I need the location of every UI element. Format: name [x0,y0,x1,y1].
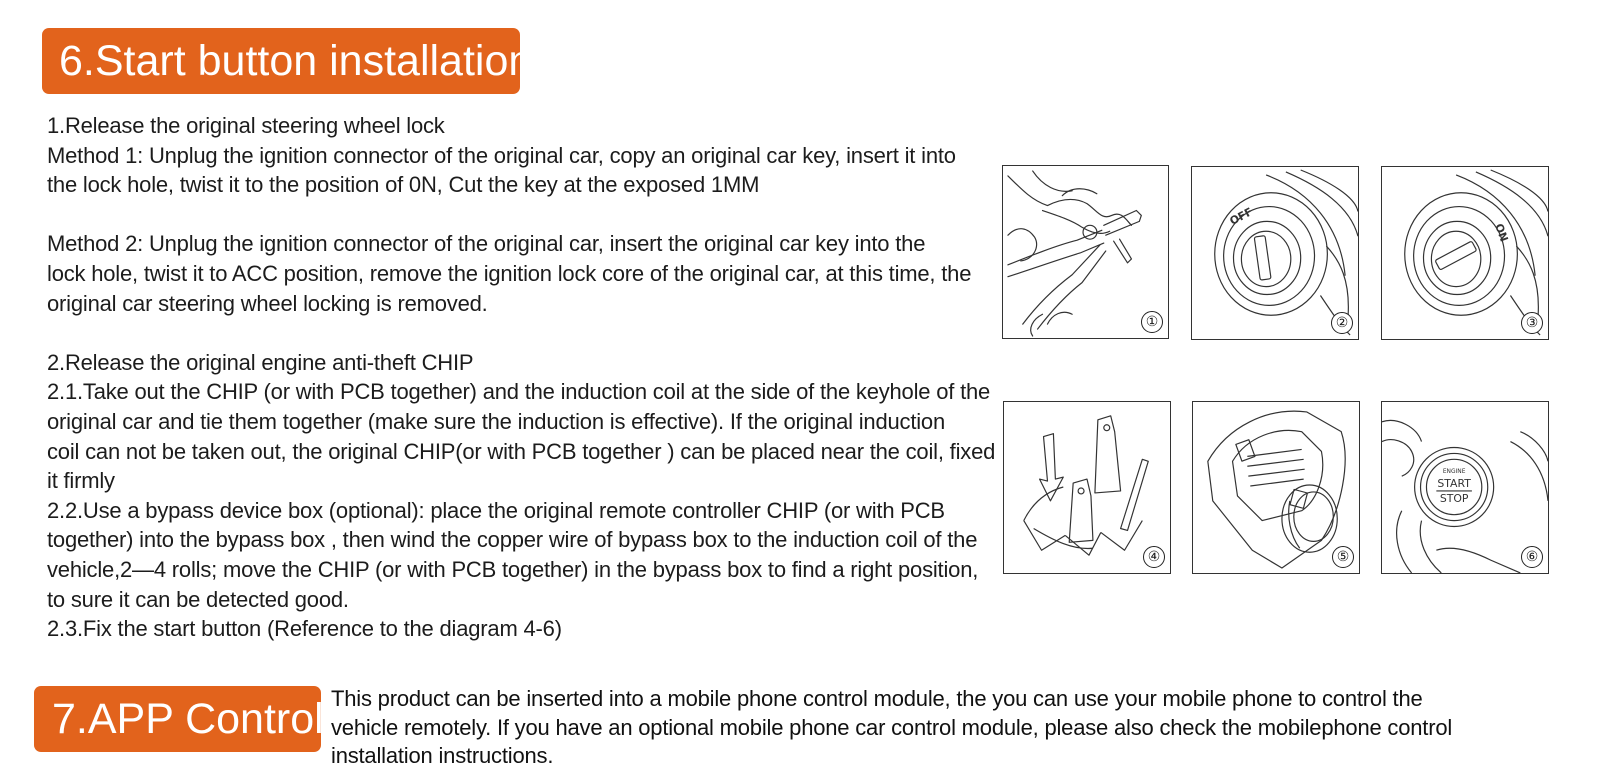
text-line: the lock hole, twist it to the position of 0N, Cut the key at the exposed 1MM [47,172,760,198]
text-line: 2.1.Take out the CHIP (or with PCB together) and the induction coil at the side of the keyhole of the [47,379,991,405]
engine-label: ENGINE [1442,469,1466,476]
diagram-panel-1 [1002,165,1169,339]
paragraph-gap [47,318,1037,348]
stop-label: STOP [1439,491,1469,505]
section-7-title-banner [34,686,324,752]
diagram-panel-5 [1192,401,1360,574]
text-line: 2.2.Use a bypass device box (optional): place the original remote controller CHIP (or with PCB [47,497,945,523]
text-line: Method 1: Unplug the ignition connector of the original car, copy an original car key, insert it into [47,142,956,168]
ignition-off-illustration [1192,167,1358,339]
section-6-instructions [47,111,1037,644]
text-line: 1.Release the original steering wheel lock [47,113,445,138]
paragraph-gap [47,200,1037,230]
text-line: coil can not be taken out, the original CHIP(or with PCB together ) can be placed near the coil, fixed [47,438,996,464]
section-6-title: 6.Start button installation [59,36,533,85]
start-label: START [1437,477,1471,491]
text-line: 2.3.Fix the start button (Reference to the diagram 4-6) [47,616,562,642]
diagram-panel-3 [1381,166,1549,340]
diagram-panel-6 [1381,401,1549,574]
step-number-badge: ② [1331,312,1353,334]
section-7-description [331,685,1591,771]
text-line: 2.Release the original engine anti-theft CHIP [47,349,474,375]
text-line: lock hole, twist it to ACC position, remove the ignition lock core of the original car, at this time, the [47,260,972,286]
text-line: This product can be inserted into a mobile phone control module, the you can use your mobile phone to control the [331,686,1423,711]
text-line: to sure it can be detected good. [47,586,349,612]
button-install-illustration [1193,402,1359,573]
text-line: original car steering wheel locking is removed. [47,290,488,316]
step-number-badge: ① [1141,311,1163,333]
text-line: installation instructions. [331,743,554,768]
diagram-panel-4 [1003,401,1171,574]
start-stop-button-illustration [1382,402,1548,573]
pliers-cutting-key-illustration [1003,166,1168,338]
off-label: OFF [1227,205,1255,228]
on-label: ON [1492,221,1511,244]
text-line: it firmly [47,468,115,494]
text-line: vehicle,2—4 rolls; move the CHIP (or with PCB together) in the bypass box to find a right position, [47,556,979,582]
section-6-title-banner [42,28,533,94]
step-number-badge: ③ [1521,312,1543,334]
section-7-title: 7.APP Control [52,694,324,743]
text-line: together) into the bypass box , then wind the copper wire of bypass box to the induction coil of the [47,527,978,553]
step-number-badge: ⑤ [1332,546,1354,568]
ignition-on-illustration [1382,167,1548,339]
text-line: original car and tie them together (make sure the induction is effective). If the original induction [47,408,945,434]
text-line: Method 2: Unplug the ignition connector of the original car, insert the original car key into the [47,231,926,257]
step-number-badge: ⑥ [1521,546,1543,568]
step-number-badge: ④ [1143,546,1165,568]
diagram-panel-2 [1191,166,1359,340]
text-line: vehicle remotely. If you have an optional mobile phone car control module, please also check the mobilephone control [331,714,1453,740]
mounting-brackets-illustration [1004,402,1170,573]
